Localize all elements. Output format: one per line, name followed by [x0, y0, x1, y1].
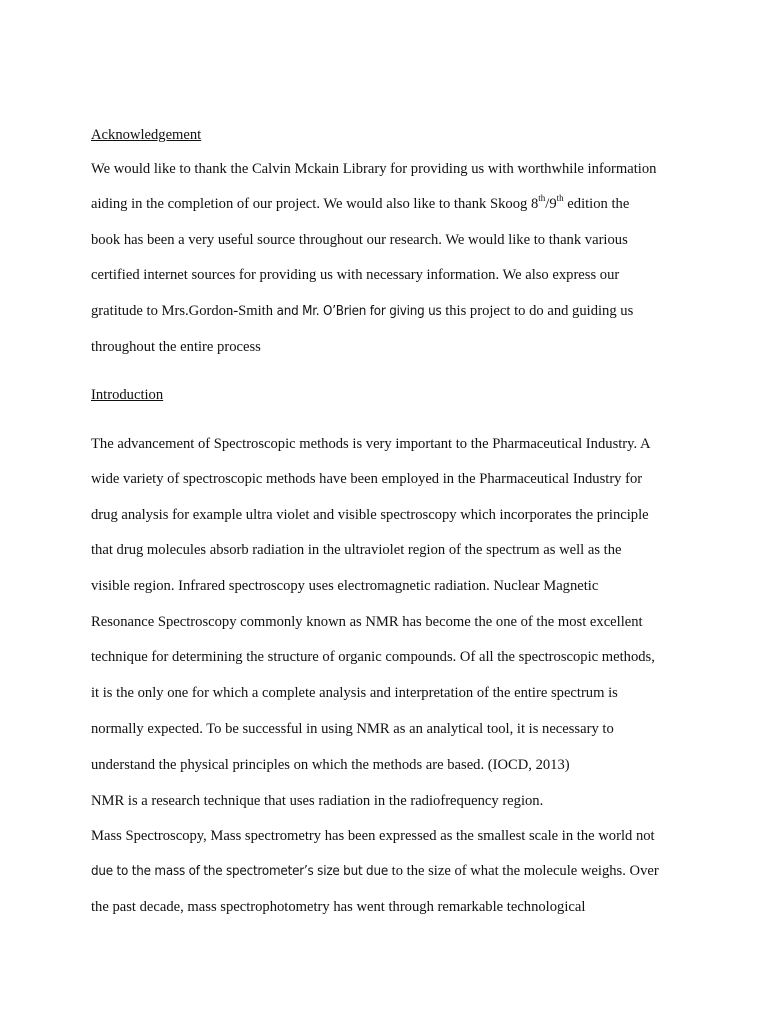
- intro-line: technique for determining the structure of organic compounds. Of all the spectroscopic methods,: [91, 649, 655, 665]
- intro-line: The advancement of Spectroscopic methods is very important to the Pharmaceutical Industry. A: [91, 436, 651, 452]
- ack-line-3: book has been a very useful source throughout our research. We would like to thank various: [91, 232, 628, 248]
- intro-line: understand the physical principles on which the methods are based. (IOCD, 2013): [91, 757, 570, 773]
- intro-line: Resonance Spectroscopy commonly known as NMR has become the one of the most excellent: [91, 614, 643, 630]
- ack-line-4: certified internet sources for providing us with necessary information. We also express our: [91, 267, 620, 283]
- intro-line: drug analysis for example ultra violet and visible spectroscopy which incorporates the principle: [91, 507, 649, 523]
- ack-line-5-c: this project to do and guiding us: [441, 303, 634, 319]
- ack-line-2: [91, 195, 629, 213]
- introduction-heading: Introduction: [91, 387, 164, 403]
- intro-line: Mass Spectroscopy, Mass spectrometry has been expressed as the smallest scale in the world not: [91, 828, 655, 844]
- intro-line: NMR is a research technique that uses radiation in the radiofrequency region.: [91, 793, 544, 809]
- ack-line-5: [91, 302, 633, 321]
- intro-line: it is the only one for which a complete analysis and interpretation of the entire spectrum is: [91, 685, 618, 701]
- acknowledgement-heading: Acknowledgement: [91, 127, 202, 143]
- ack-line-5-b: and Mr. O’Brien for giving us: [276, 304, 442, 319]
- ack-line-2-b: /9: [545, 196, 557, 212]
- ack-superscript-2: th: [556, 193, 564, 204]
- intro-line-14: the past decade, mass spectrophotometry has went through remarkable technological: [91, 899, 586, 915]
- ack-line-6: throughout the entire process: [91, 339, 261, 355]
- ack-line-2-c: edition the: [563, 196, 630, 212]
- ack-line-2-a: aiding in the completion of our project. We would also like to thank Skoog 8: [91, 196, 539, 212]
- ack-line-5-a: gratitude to Mrs.Gordon-Smith: [91, 303, 277, 319]
- intro-line: visible region. Infrared spectroscopy uses electromagnetic radiation. Nuclear Magnetic: [91, 578, 599, 594]
- intro-line-13-a: due to the mass of the spectrometer’s size but due: [91, 864, 388, 879]
- ack-line-1: We would like to thank the Calvin Mckain Library for providing us with worthwhile information: [91, 161, 657, 177]
- intro-line-13: [91, 862, 659, 881]
- intro-line-13-b: to the size of what the molecule weighs. Over: [388, 863, 659, 879]
- ack-superscript-1: th: [538, 193, 546, 204]
- intro-line: that drug molecules absorb radiation in the ultraviolet region of the spectrum as well as the: [91, 542, 622, 558]
- intro-line: normally expected. To be successful in using NMR as an analytical tool, it is necessary to: [91, 721, 614, 737]
- intro-line: wide variety of spectroscopic methods have been employed in the Pharmaceutical Industry for: [91, 471, 643, 487]
